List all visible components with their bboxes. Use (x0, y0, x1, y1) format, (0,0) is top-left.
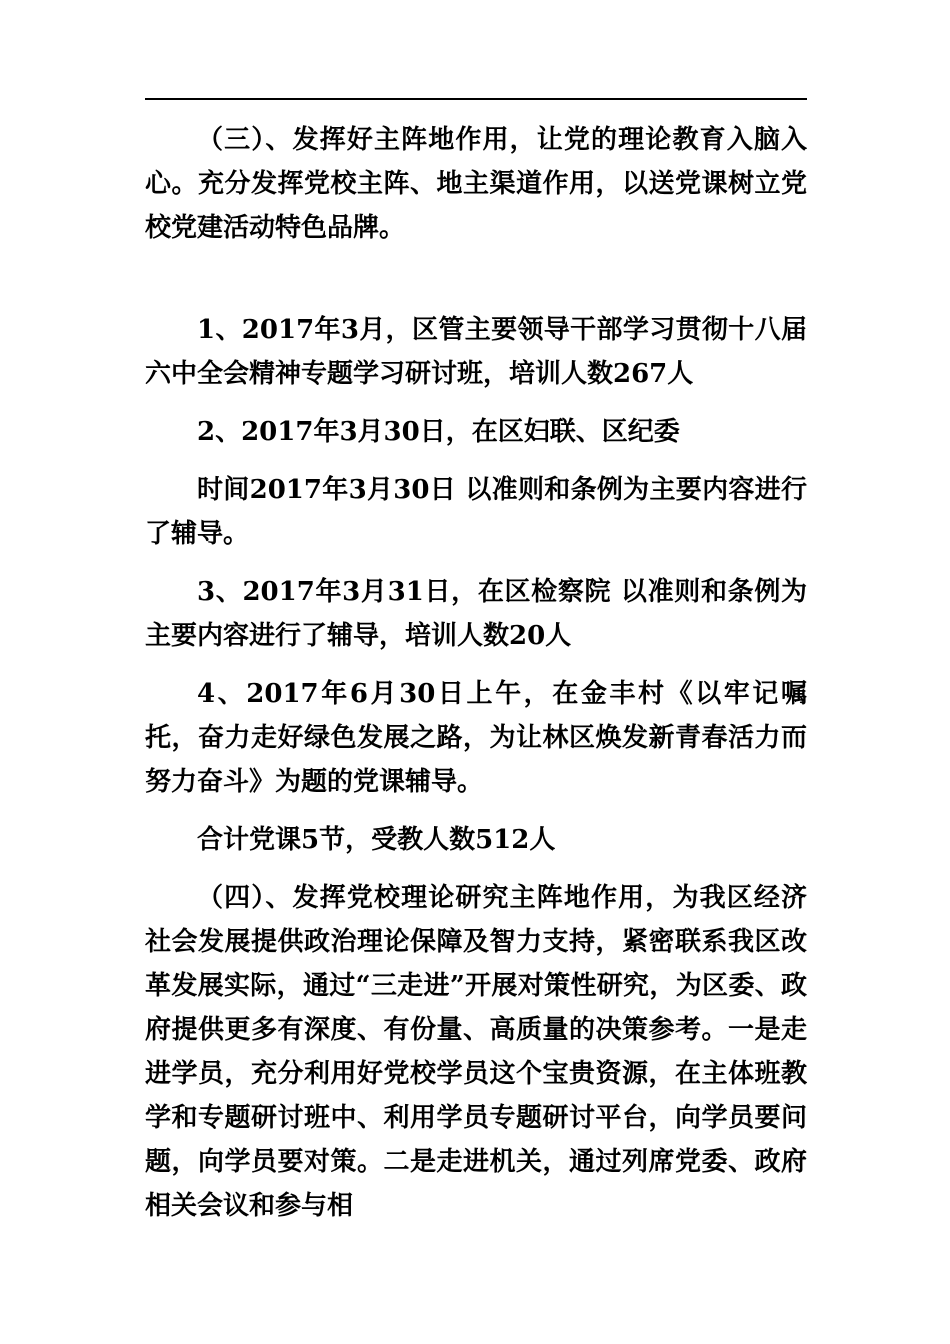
paragraph-total: 合计党课5节，受教人数512人 (197, 825, 556, 855)
paragraph-item-3: 3、2017年3月31日，在区检察院 以准则和条例为主要内容进行了辅导，培训人数20人 (145, 577, 807, 651)
paragraph-item-4: 4、2017年6月30日上午，在金丰村《以牢记嘱托，奋力走好绿色发展之路，为让林区焕发新青春活力而努力奋斗》为题的党课辅导。 (145, 679, 807, 797)
paragraph-section-four: （四）、发挥党校理论研究主阵地作用，为我区经济社会发展提供政治理论保障及智力支持，紧密联系我区改革发展实际，通过“三走进”开展对策性研究，为区委、政府提供更多有深度、有份量、高质量的决策参考。一是走进学员，充分利用好党校学员这个宝贵资源，在主体班教学和专题研讨班中、利用学员专题研讨平台，向学员要问题，向学员要对策。二是走进机关，通过列席党委、政府相关会议和参与相 (145, 883, 807, 1221)
paragraph-item-2-detail: 时间2017年3月30日 以准则和条例为主要内容进行了辅导。 (145, 475, 807, 549)
paragraph-item-2: 2、2017年3月30日，在区妇联、区纪委 (197, 417, 680, 447)
header-rule (145, 98, 807, 100)
document-page (145, 0, 807, 1344)
document-body (145, 118, 807, 1242)
paragraph-section-three: （三）、发挥好主阵地作用，让党的理论教育入脑入心。充分发挥党校主阵、地主渠道作用，以送党课树立党校党建活动特色品牌。 (145, 125, 807, 243)
paragraph-item-1: 1、2017年3月，区管主要领导干部学习贯彻十八届六中全会精神专题学习研讨班，培训人数267人 (145, 315, 807, 389)
